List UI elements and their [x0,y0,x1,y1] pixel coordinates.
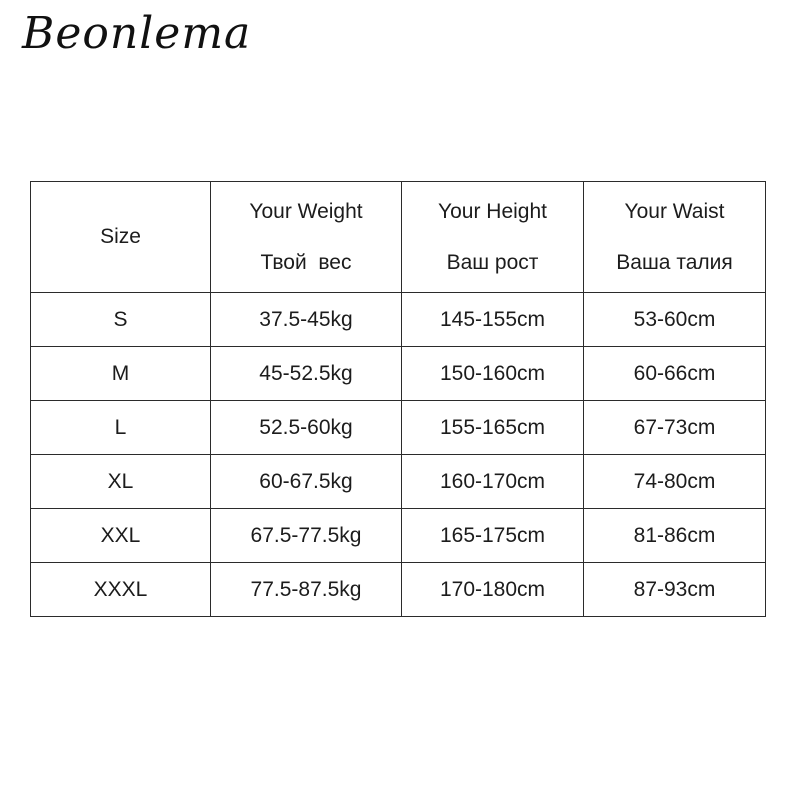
header-weight-en: Your Weight [249,200,363,223]
cell-waist: 53-60cm [584,293,766,347]
cell-weight: 45-52.5kg [211,347,402,401]
table-row [31,293,766,347]
cell-height: 170-180cm [402,563,584,617]
cell-waist: 87-93cm [584,563,766,617]
cell-weight: 52.5-60kg [211,401,402,455]
header-waist-en: Your Waist [624,200,725,223]
cell-height: 165-175cm [402,509,584,563]
cell-weight: 60-67.5kg [211,455,402,509]
cell-height: 155-165cm [402,401,584,455]
cell-weight: 67.5-77.5kg [211,509,402,563]
header-weight-ru: Твой вес [260,251,352,274]
table-row [31,347,766,401]
header-height-en: Your Height [438,200,547,223]
cell-waist: 67-73cm [584,401,766,455]
cell-size: S [31,293,211,347]
table-header-row [31,182,766,293]
cell-waist: 81-86cm [584,509,766,563]
header-weight [211,182,402,293]
table-row [31,455,766,509]
cell-weight: 37.5-45kg [211,293,402,347]
header-height [402,182,584,293]
header-waist-ru: Ваша талия [616,251,733,274]
cell-weight: 77.5-87.5kg [211,563,402,617]
cell-size: XXXL [31,563,211,617]
cell-size: L [31,401,211,455]
brand-logo: Beonlema [22,8,252,59]
table-row [31,509,766,563]
cell-size: XL [31,455,211,509]
cell-height: 160-170cm [402,455,584,509]
header-size [31,182,211,293]
header-size-label: Size [100,225,141,248]
cell-size: XXL [31,509,211,563]
header-height-ru: Ваш рост [446,251,539,274]
size-chart-table [30,181,766,617]
cell-height: 150-160cm [402,347,584,401]
cell-size: M [31,347,211,401]
cell-waist: 74-80cm [584,455,766,509]
header-waist [584,182,766,293]
table-row [31,401,766,455]
cell-height: 145-155cm [402,293,584,347]
cell-waist: 60-66cm [584,347,766,401]
table-row [31,563,766,617]
